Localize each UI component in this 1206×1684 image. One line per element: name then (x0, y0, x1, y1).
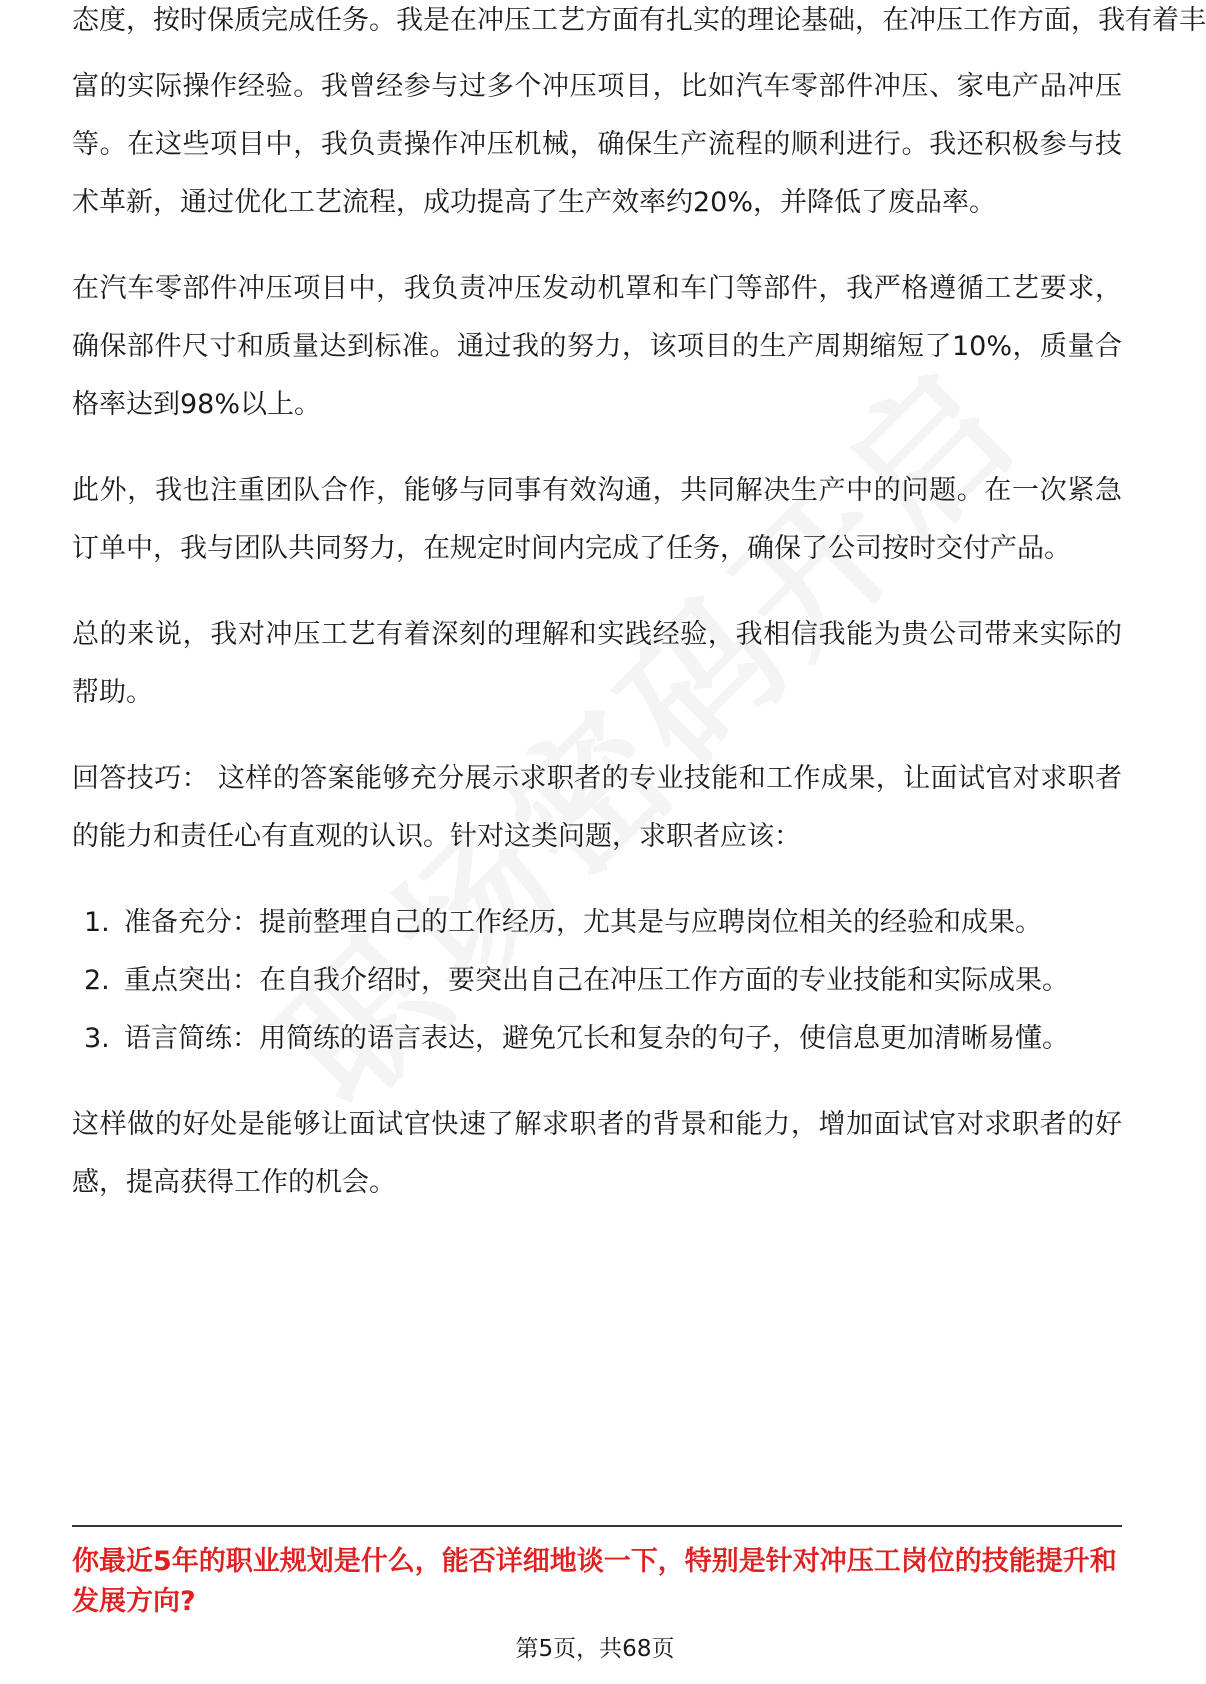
page-number-footer: 第5页，共68页 (515, 1636, 675, 1662)
list-item (72, 952, 1122, 1010)
next-question-heading: 你最近5年的职业规划是什么，能否详细地谈一下，特别是针对冲压工岗位的技能提升和发展方向? (72, 1546, 1117, 1617)
paragraph-teamwork: 此外，我也注重团队合作，能够与同事有效沟通，共同解决生产中的问题。在一次紧急订单中，我与团队共同努力，在规定时间内完成了任务，确保了公司按时交付产品。 (72, 475, 1122, 564)
document-body (72, 5, 1206, 1240)
paragraph-auto-parts: 在汽车零部件冲压项目中，我负责冲压发动机罩和车门等部件，我严格遵循工艺要求，确保部件尺寸和质量达到标准。通过我的努力，该项目的生产周期缩短了10%，质量合格率达到98%以上。 (72, 273, 1122, 420)
list-item-number: 3. (84, 1023, 110, 1054)
paragraph-answer-tips: 回答技巧： 这样的答案能够充分展示求职者的专业技能和工作成果，让面试官对求职者的能力和责任心有直观的认识。针对这类问题，求职者应该： (72, 763, 1122, 852)
list-item-text: 语言简练：用简练的语言表达，避免冗长和复杂的句子，使信息更加清晰易懂。 (124, 1023, 1069, 1054)
tips-list (72, 894, 1122, 1068)
list-item-number: 1. (84, 907, 110, 938)
cutoff-line-text: 态度，按时保质完成任务。我是在冲压工艺方面有扎实的理论基础，在冲压工作方面，我有着丰 (72, 5, 1206, 36)
cutoff-line (72, 5, 1206, 58)
paragraph-summary: 总的来说，我对冲压工艺有着深刻的理解和实践经验，我相信我能为贵公司带来实际的帮助。 (72, 619, 1122, 708)
list-item (72, 1010, 1122, 1068)
section-divider (72, 1525, 1122, 1527)
list-item-number: 2. (84, 965, 110, 996)
list-item (72, 894, 1122, 952)
list-item-text: 准备充分：提前整理自己的工作经历，尤其是与应聘岗位相关的经验和成果。 (124, 907, 1042, 938)
paragraph-experience: 富的实际操作经验。我曾经参与过多个冲压项目，比如汽车零部件冲压、家电产品冲压等。在这些项目中，我负责操作冲压机械，确保生产流程的顺利进行。我还积极参与技术革新，通过优化工艺流程，成功提高了生产效率约20%，并降低了废品率。 (72, 71, 1122, 218)
list-item-text: 重点突出：在自我介绍时，要突出自己在冲压工作方面的专业技能和实际成果。 (124, 965, 1069, 996)
paragraph-closing: 这样做的好处是能够让面试官快速了解求职者的背景和能力，增加面试官对求职者的好感，提高获得工作的机会。 (72, 1109, 1122, 1198)
